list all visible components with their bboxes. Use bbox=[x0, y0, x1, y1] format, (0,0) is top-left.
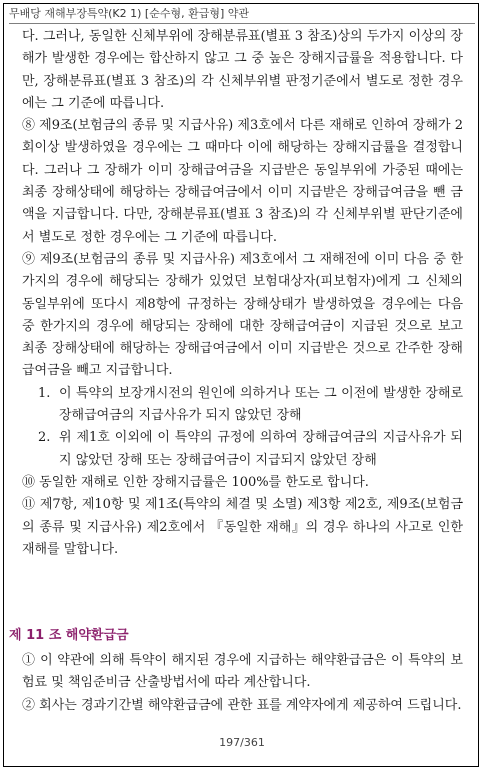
list-item bbox=[22, 383, 463, 428]
list-item bbox=[22, 427, 463, 472]
section-paragraph-2: ② 회사는 경과기간별 해약환급금에 관한 표를 계약자에게 제공하여 드립니다. bbox=[22, 697, 462, 713]
paragraph-11: ⑪ 제7항, 제10항 및 제1조(특약의 체결 및 소멸) 제3항 제2호, 제9조(보험금의 종류 및 지급사유) 제2호에서 『동일한 재해』의 경우 하나의 사고로 인한 재해를 말합니다. bbox=[22, 497, 463, 557]
running-header: 무배당 재해부장특약(K2 1) [순수형, 환급형] 약관 bbox=[9, 7, 249, 20]
section-body bbox=[22, 650, 463, 717]
paragraph-10: ⑩ 동일한 재해로 인한 장해지급률은 100%를 한도로 합니다. bbox=[22, 474, 369, 490]
list-item-number: 2. bbox=[38, 430, 51, 446]
list-item-text: 위 제1호 이외에 이 특약의 규정에 의하여 장해급여금의 지급사유가 되지 않았던 장해 또는 장해급여금이 지급되지 않았던 장해 bbox=[59, 430, 463, 468]
paragraph-8: ⑧ 제9조(보험금의 종류 및 지급사유) 제3호에서 다른 재해로 인하여 장해가 2회이상 발생하였을 경우에는 그 때마다 이에 해당하는 장해지급률을 결정합니다. 그러나 그 장해가 이미 장해급여금을 지급받은 동일부위에 가중된 때에는 최종 장해상태에 해당하는 장해급여금에서 이미 지급받은 장해급여금을 뺀 금액을 지급합니다. 다만, 장해분류표(별표 3 참조)의 각 신체부위별 판단기준에서 별도로 정한 경우에는 그 기준에 따릅니다. bbox=[22, 118, 463, 245]
paragraph-9: ⑨ 제9조(보험금의 종류 및 지급사유) 제3호에서 그 재해전에 이미 다음 중 한가지의 경우에 해당되는 장해가 있었던 보험대상자(피보험자)에게 그 신체의 동일부위에 또다시 제8항에 규정하는 장해상태가 발생하였을 경우에는 다음 중 한가지의 경우에 해당되는 장해에 대한 장해급여금이 지급된 것으로 보고 최종 장해상태에 해당하는 장해급여금에서 이미 지급받은 것으로 간주한 장해급여금을 빼고 지급합니다. bbox=[22, 251, 463, 379]
article-body bbox=[22, 26, 463, 561]
list-item-text: 이 특약의 보장개시전의 원인에 의하거나 또는 그 이전에 발생한 장해로 장해급여금의 지급사유가 되지 않았던 장해 bbox=[59, 385, 463, 424]
paragraph-continuation: 다. 그러나, 동일한 신체부위에 장해분류표(별표 3 참조)상의 두가지 이상의 장해가 발생한 경우에는 합산하지 않고 그 중 높은 장해지급률을 적용합니다. 다만, 장해분류표(별표 3 참조)의 각 신체부위별 판정기준에서 별도로 정한 경우에는 그 기준에 따릅니다. bbox=[22, 29, 463, 111]
list-item-number: 1. bbox=[38, 385, 51, 401]
header-rule bbox=[9, 23, 475, 24]
section-heading: 제 11 조 해약환급금 bbox=[9, 628, 129, 643]
section-paragraph-1: ① 이 약관에 의해 특약이 해지된 경우에 지급하는 해약환급금은 이 특약의 보험료 및 책임준비금 산출방법서에 따라 계산합니다. bbox=[22, 653, 463, 691]
page-number: 197/361 bbox=[219, 736, 265, 749]
